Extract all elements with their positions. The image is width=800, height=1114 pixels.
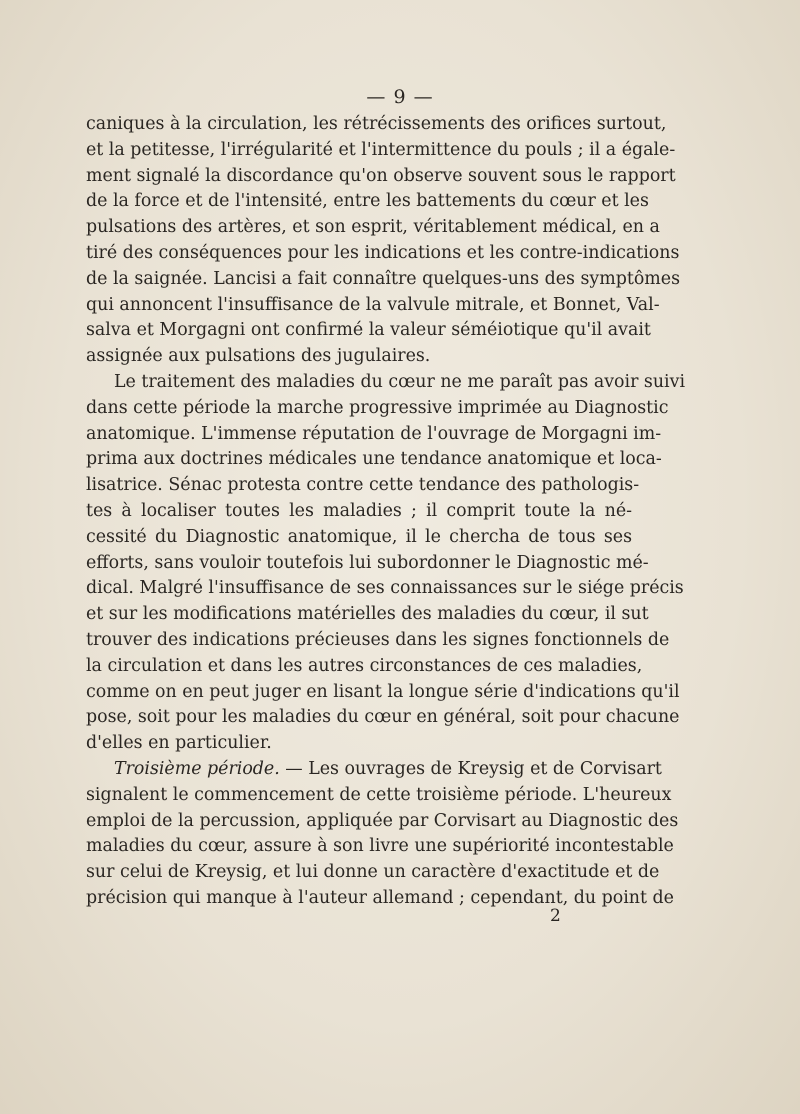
text-line: et sur les modifications matérielles des maladies du cœur, il sut bbox=[86, 604, 649, 625]
text-line: trouver des indications précieuses dans les signes fonctionnels de bbox=[86, 629, 670, 650]
text-line: salva et Morgagni ont confirmé la valeur séméiotique qu'il avait bbox=[86, 320, 651, 341]
text-line: Le traitement des maladies du cœur ne me paraît pas avoir suivi bbox=[114, 371, 686, 392]
section-heading: Troisième période. bbox=[114, 758, 280, 779]
text-line: tes à localiser toutes les maladies ; il comprit toute la né- bbox=[86, 500, 632, 521]
text-line: lisatrice. Sénac protesta contre cette tendance des pathologis- bbox=[86, 475, 640, 496]
text-line: ment signalé la discordance qu'on observe souvent sous le rapport bbox=[86, 165, 676, 186]
signature-mark: 2 bbox=[550, 906, 561, 926]
text-line: prima aux doctrines médicales une tendance anatomique et loca- bbox=[86, 449, 662, 470]
text-line: signalent le commencement de cette troisième période. L'heureux bbox=[86, 784, 672, 805]
text-line: et la petitesse, l'irrégularité et l'intermittence du pouls ; il a égale- bbox=[86, 139, 676, 160]
text-line: cessité du Diagnostic anatomique, il le chercha de tous ses bbox=[86, 526, 632, 547]
text-line: anatomique. L'immense réputation de l'ouvrage de Morgagni im- bbox=[86, 423, 662, 444]
text-line: comme on en peut juger en lisant la longue série d'indications qu'il bbox=[86, 681, 680, 702]
text-line: assignée aux pulsations des jugulaires. bbox=[86, 346, 431, 367]
text-line: dans cette période la marche progressive imprimée au Diagnostic bbox=[86, 397, 669, 418]
text-line: de la force et de l'intensité, entre les battements du cœur et les bbox=[86, 191, 649, 212]
page-number: — 9 — bbox=[366, 86, 434, 108]
text-line: tiré des conséquences pour les indications et les contre-indications bbox=[86, 242, 680, 263]
text-line: sur celui de Kreysig, et lui donne un caractère d'exactitude et de bbox=[86, 862, 660, 883]
text-line: maladies du cœur, assure à son livre une supériorité incontestable bbox=[86, 836, 674, 857]
text-line: efforts, sans vouloir toutefois lui subordonner le Diagnostic mé- bbox=[86, 552, 649, 573]
text-line bbox=[86, 757, 662, 783]
text-line: la circulation et dans les autres circonstances de ces maladies, bbox=[86, 655, 643, 676]
body-text bbox=[86, 112, 686, 912]
text-line: caniques à la circulation, les rétrécissements des orifices surtout, bbox=[86, 114, 667, 134]
text-line: de la saignée. Lancisi a fait connaître quelques-uns des symptômes bbox=[86, 268, 680, 289]
text-line: pose, soit pour les maladies du cœur en général, soit pour chacune bbox=[86, 707, 680, 728]
text-line: d'elles en particulier. bbox=[86, 733, 272, 754]
text-fragment: — Les ouvrages de Kreysig et de Corvisart bbox=[279, 758, 662, 779]
text-line: précision qui manque à l'auteur allemand ; cependant, du point de bbox=[86, 887, 674, 908]
text-line: emploi de la percussion, appliquée par Corvisart au Diagnostic des bbox=[86, 810, 679, 831]
text-line: dical. Malgré l'insuffisance de ses connaissances sur le siége précis bbox=[86, 578, 684, 599]
text-line: pulsations des artères, et son esprit, véritablement médical, en a bbox=[86, 217, 660, 238]
text-line: qui annoncent l'insuffisance de la valvule mitrale, et Bonnet, Val- bbox=[86, 294, 660, 315]
